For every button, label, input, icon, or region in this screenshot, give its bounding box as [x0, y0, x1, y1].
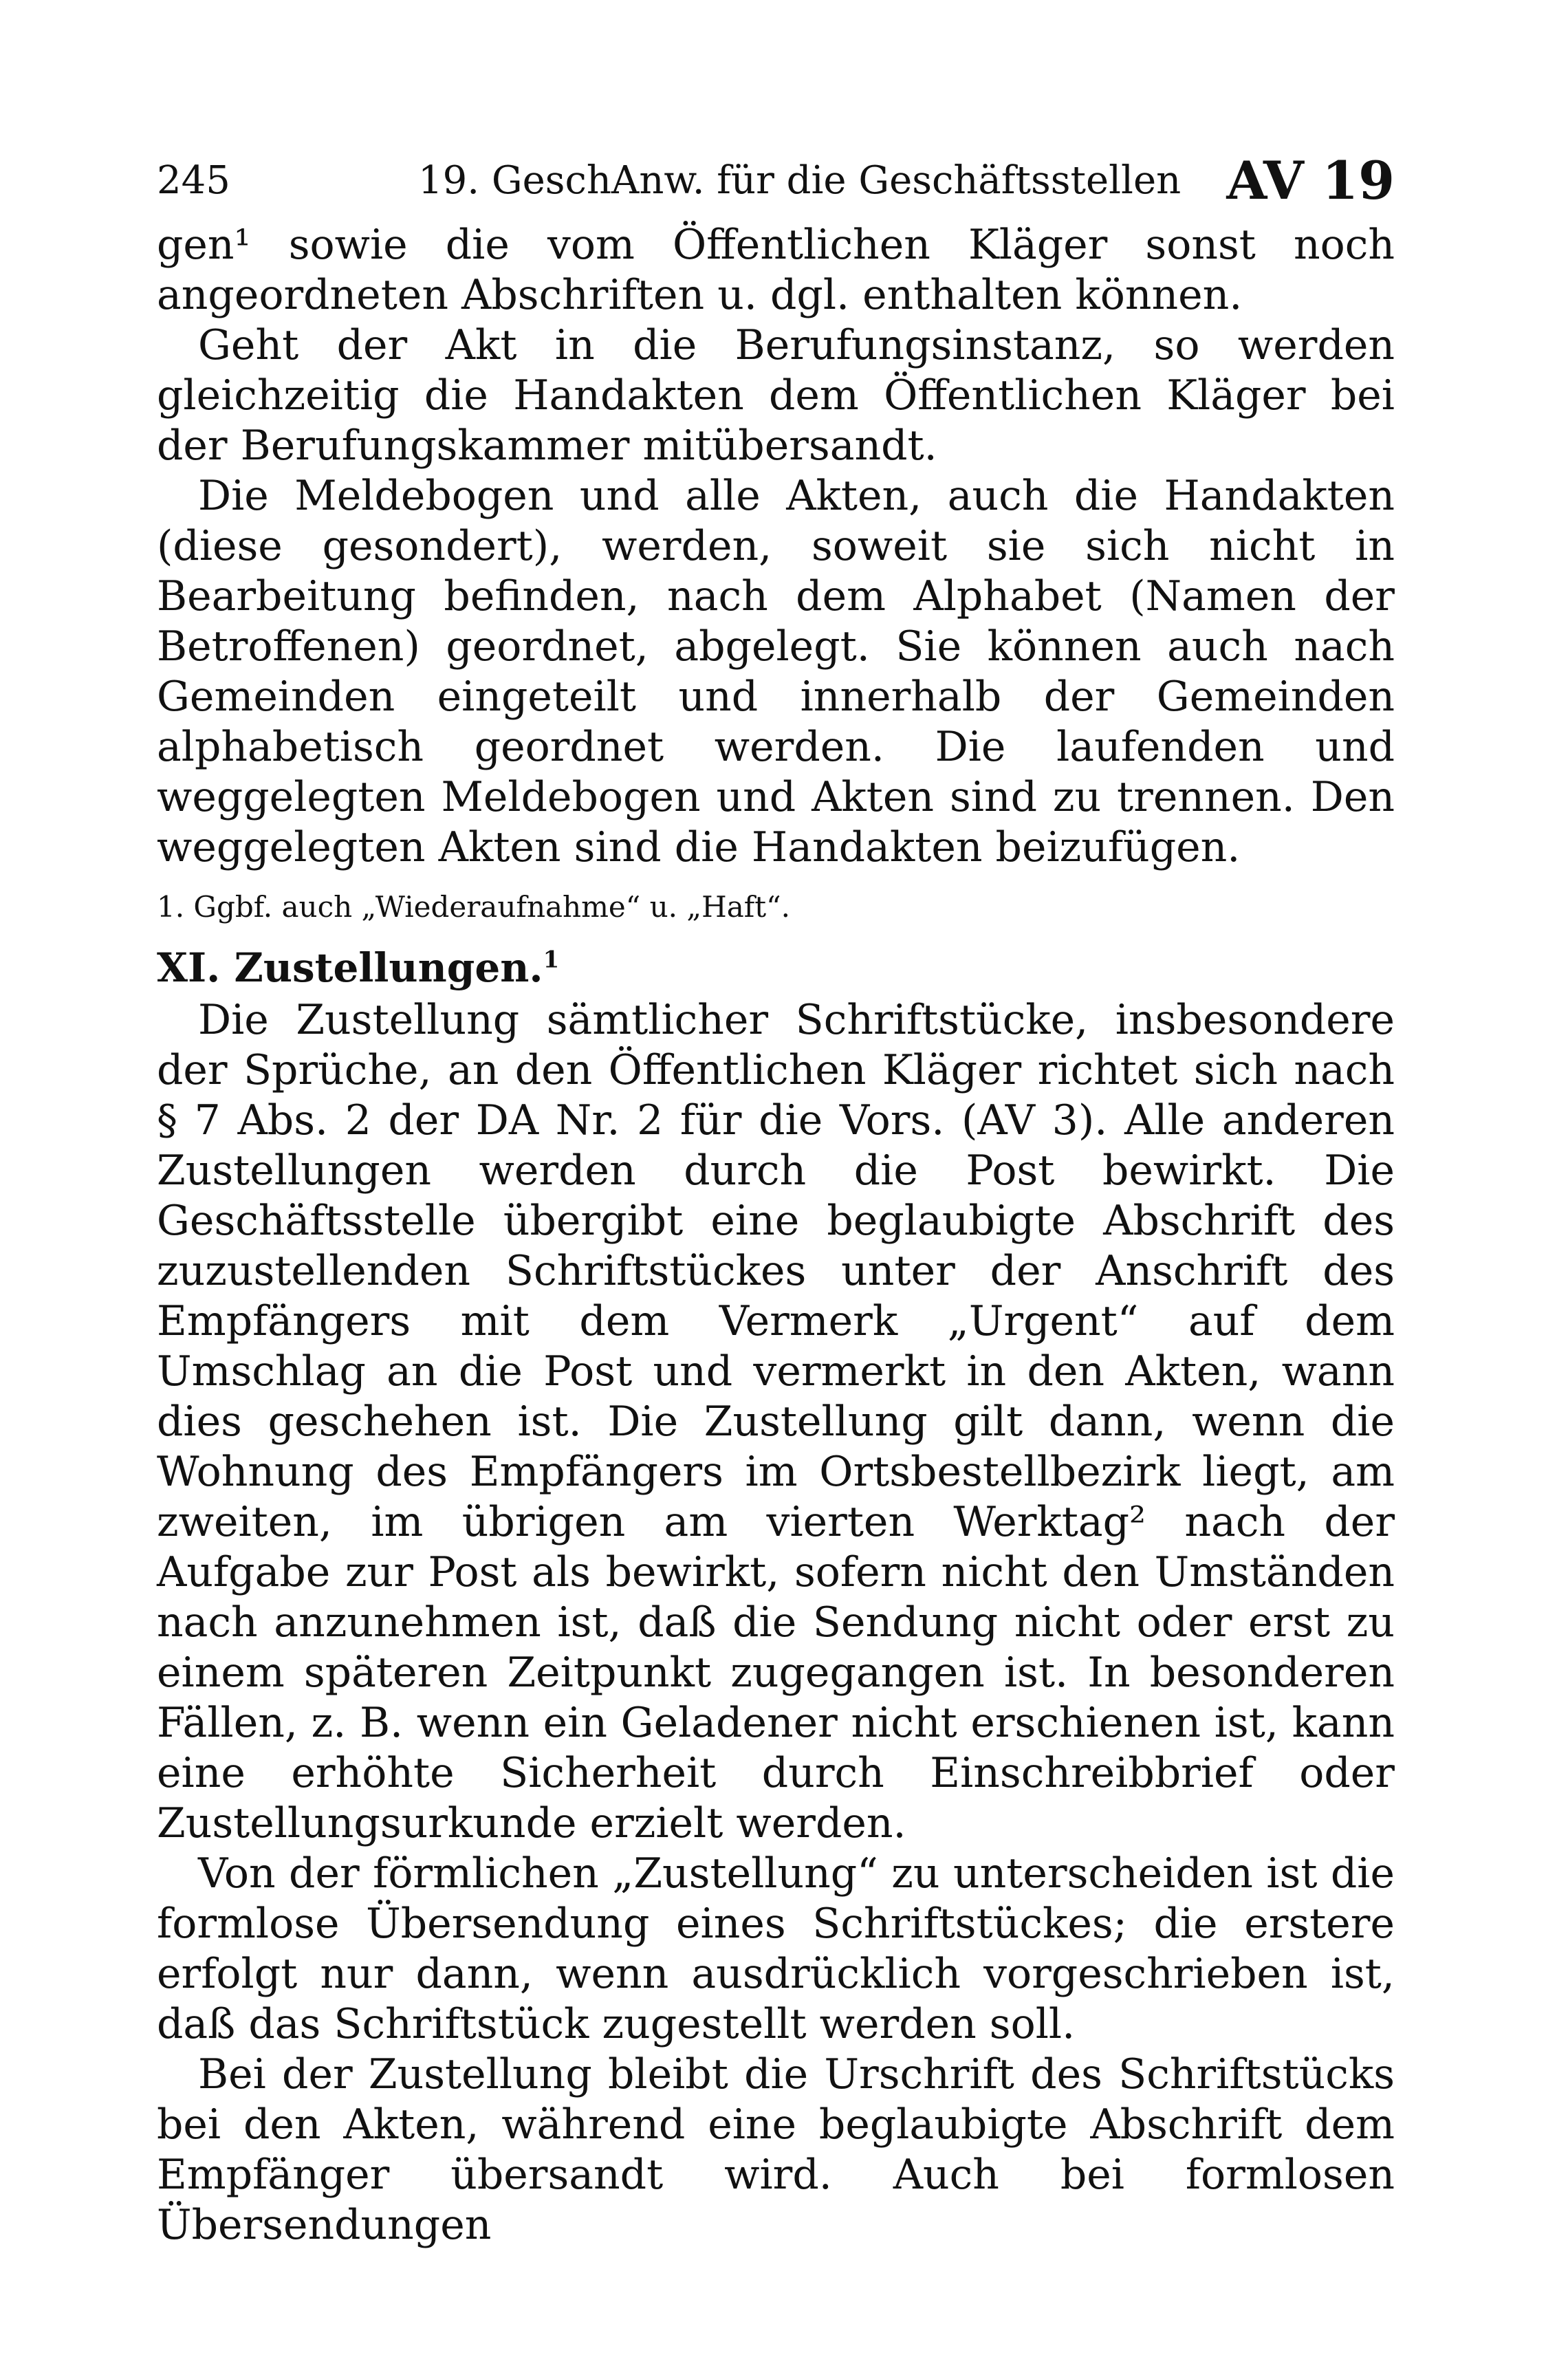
footnote-mark: 1 [543, 946, 560, 974]
paragraph: Geht der Akt in die Berufungsinstanz, so werden gleichzeitig die Handakten dem Öffentlichen Kläger bei der Berufungskammer mitübersandt. [157, 321, 1395, 470]
body-text [157, 220, 1395, 2250]
paragraph: Von der förmlichen „Zustellung“ zu unterscheiden ist die formlose Übersendung eines Schriftstückes; die erstere erfolgt nur dann, wenn ausdrücklich vorgeschrieben ist, daß das Schriftstück zugestellt werden soll. [157, 1849, 1395, 2048]
section-heading-text: XI. Zustellungen. [157, 944, 543, 991]
section-heading [157, 940, 1395, 995]
footnote: 1. Ggbf. auch „Wiederaufnahme“ u. „Haft“. [157, 890, 791, 924]
paragraph: gen¹ sowie die vom Öffentlichen Kläger sonst noch angeordneten Abschriften u. dgl. enthalten können. [157, 221, 1395, 319]
section-label: AV 19 [1226, 150, 1395, 211]
paragraph: Die Zustellung sämtlicher Schriftstücke, insbesondere der Sprüche, an den Öffentlichen Kläger richtet sich nach § 7 Abs. 2 der DA Nr. 2 für die Vors. (AV 3). Alle anderen Zustellungen werden durch die Post bewirkt. Die Geschäftsstelle übergibt eine beglaubigte Abschrift des zuzustellenden Schriftstückes unter der Anschrift des Empfängers mit dem Vermerk „Urgent“ auf dem Umschlag an die Post und vermerkt in den Akten, wann dies geschehen ist. Die Zustellung gilt dann, wenn die Wohnung des Empfängers im Ortsbestellbezirk liegt, am zweiten, im übrigen am vierten Werktag² nach der Aufgabe zur Post als bewirkt, sofern nicht den Umständen nach anzunehmen ist, daß die Sendung nicht oder erst zu einem späteren Zeitpunkt zugegangen ist. In besonderen Fällen, z. B. wenn ein Geladener nicht erschienen ist, kann eine erhöhte Sicherheit durch Einschreibbrief oder Zustellungsurkunde erzielt werden. [157, 996, 1395, 1847]
paragraph: Bei der Zustellung bleibt die Urschrift des Schriftstücks bei den Akten, während eine beglaubigte Abschrift dem Empfänger übersandt wird. Auch bei formlosen Übersendungen [157, 2050, 1395, 2249]
running-title: 19. GeschAnw. für die Geschäftsstellen [418, 158, 1182, 203]
document-page [157, 138, 1395, 2250]
paragraph: Die Meldebogen und alle Akten, auch die Handakten (diese gesondert), werden, soweit sie sich nicht in Bearbeitung befinden, nach dem Alphabet (Namen der Betroffenen) geordnet, abgelegt. Sie können auch nach Gemeinden eingeteilt und innerhalb der Gemeinden alphabetisch geordnet werden. Die laufenden und weggelegten Meldebogen und Akten sind zu trennen. Den weggelegten Akten sind die Handakten beizufügen. [157, 472, 1395, 871]
page-header [157, 138, 1395, 220]
page-number: 245 [157, 158, 230, 203]
